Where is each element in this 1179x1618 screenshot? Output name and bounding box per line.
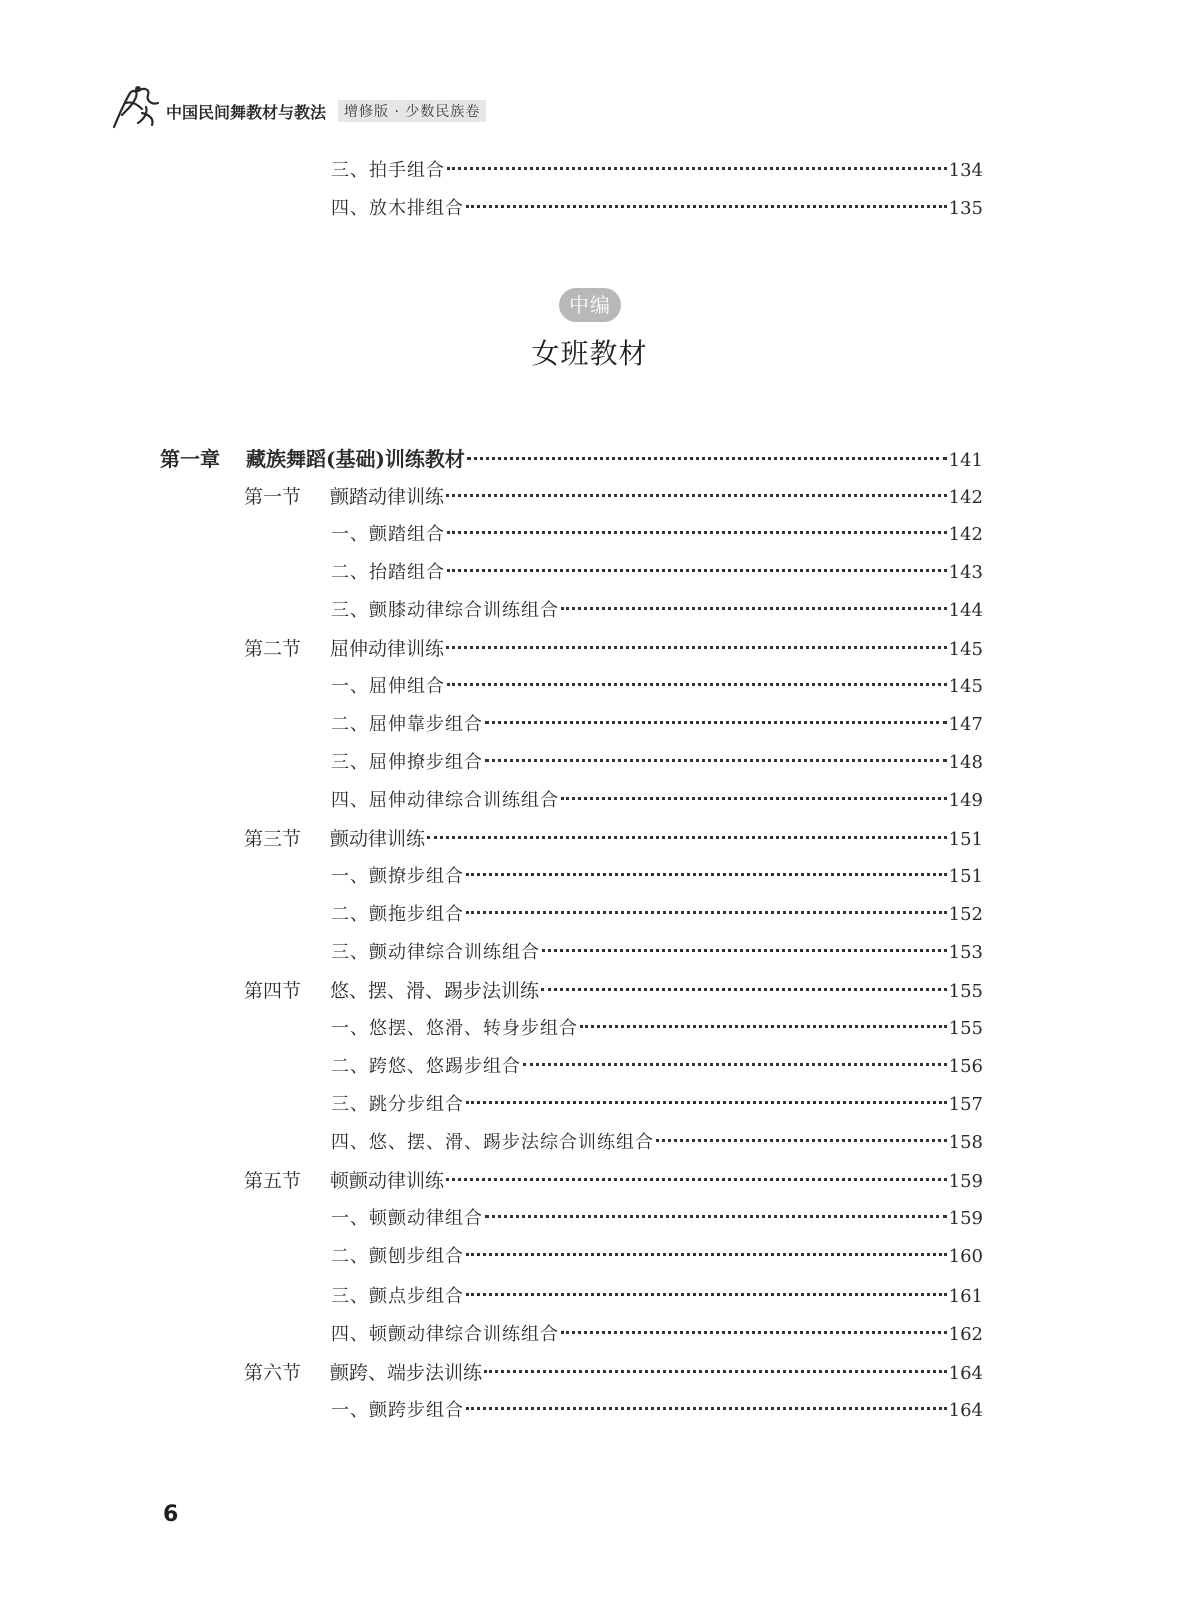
page-number: 6: [163, 1502, 179, 1527]
toc-section-label: [244, 634, 444, 664]
toc-item-label: 三、颤膝动律综合训练组合: [331, 600, 559, 621]
toc-section[interactable]: [244, 824, 983, 854]
section-title: 悠、摆、滑、踢步法训练: [330, 980, 540, 1002]
toc-item-label: 二、屈伸靠步组合: [331, 714, 483, 735]
leader-dots: [656, 1139, 947, 1142]
toc-item-label: 一、屈伸组合: [331, 676, 445, 697]
toc-page-number: 135: [948, 198, 983, 219]
toc-page-number: 145: [948, 676, 983, 697]
toc-item[interactable]: [331, 748, 983, 778]
toc-item[interactable]: [331, 194, 983, 224]
toc-section[interactable]: [244, 976, 983, 1006]
leader-dots: [523, 1063, 947, 1066]
toc-page-number: 145: [948, 639, 983, 660]
toc-section[interactable]: [244, 1166, 983, 1196]
leader-dots: [427, 836, 947, 839]
leader-dots: [485, 721, 947, 724]
leader-dots: [466, 1101, 947, 1104]
section-title: 颤动律训练: [330, 828, 426, 850]
section-title: 颤跨、端步法训练: [330, 1362, 483, 1384]
leader-dots: [467, 457, 947, 460]
leader-dots: [447, 683, 947, 686]
leader-dots: [561, 1331, 947, 1334]
section-title: 屈伸动律训练: [330, 638, 445, 660]
toc-item[interactable]: [331, 786, 983, 816]
toc-page-number: 160: [948, 1246, 983, 1267]
toc-item-label: 二、颤拖步组合: [331, 904, 464, 925]
toc-page-number: 157: [948, 1094, 983, 1115]
toc-item[interactable]: [331, 558, 983, 588]
leader-dots: [561, 797, 947, 800]
toc-item[interactable]: [331, 900, 983, 930]
section-number: 第五节: [244, 1170, 302, 1192]
toc-item[interactable]: [331, 156, 983, 186]
toc-section-label: [244, 482, 444, 512]
toc-item[interactable]: [331, 1282, 983, 1312]
leader-dots: [485, 759, 947, 762]
toc-page-number: 149: [948, 790, 983, 811]
toc-page-number: 161: [948, 1286, 983, 1307]
toc-item-label: 三、拍手组合: [331, 160, 445, 181]
leader-dots: [485, 1215, 947, 1218]
section-number: 第二节: [244, 638, 302, 660]
toc-page-number: 151: [948, 829, 983, 850]
leader-dots: [447, 569, 947, 572]
toc-item-label: 一、颤撩步组合: [331, 866, 464, 887]
toc-item-label: 三、屈伸撩步组合: [331, 752, 483, 773]
leader-dots: [466, 1293, 947, 1296]
dancer-logo-icon: [108, 83, 164, 133]
toc-page-number: 151: [948, 866, 983, 887]
toc-item[interactable]: [331, 1242, 983, 1272]
toc-item[interactable]: [331, 672, 983, 702]
part-badge: 中编: [559, 288, 621, 322]
toc-page-number: 155: [948, 981, 983, 1002]
toc-item[interactable]: [331, 862, 983, 892]
book-title: 中国民间舞教材与教法: [166, 102, 327, 122]
toc-page-number: 156: [948, 1056, 983, 1077]
toc-item-label: 一、顿颤动律组合: [331, 1208, 483, 1229]
toc-item[interactable]: [331, 520, 983, 550]
toc-item-label: 二、跨悠、悠踢步组合: [331, 1056, 521, 1077]
toc-page-number: 152: [948, 904, 983, 925]
toc-item-label: 二、抬踏组合: [331, 562, 445, 583]
toc-page-number: 153: [948, 942, 983, 963]
toc-item-label: 四、屈伸动律综合训练组合: [331, 790, 559, 811]
toc-item[interactable]: [331, 710, 983, 740]
toc-section-label: [244, 824, 425, 854]
toc-section-label: [244, 1358, 482, 1388]
toc-page-number: 147: [948, 714, 983, 735]
toc-page-number: 155: [948, 1018, 983, 1039]
toc-page-number: 143: [948, 562, 983, 583]
toc-item-label: 四、放木排组合: [331, 198, 464, 219]
section-title: 颤踏动律训练: [330, 486, 445, 508]
toc-item-label: 三、跳分步组合: [331, 1094, 464, 1115]
leader-dots: [466, 873, 947, 876]
toc-page-number: 142: [948, 524, 983, 545]
toc-item-label: 一、悠摆、悠滑、转身步组合: [331, 1018, 578, 1039]
toc-item[interactable]: [331, 1090, 983, 1120]
toc-chapter-label: [160, 444, 465, 474]
leader-dots: [447, 531, 947, 534]
leader-dots: [541, 988, 947, 991]
toc-item-label: 二、颤刨步组合: [331, 1246, 464, 1267]
leader-dots: [561, 607, 947, 610]
leader-dots: [466, 205, 947, 208]
toc-page-number: 148: [948, 752, 983, 773]
toc-item[interactable]: [331, 1320, 983, 1350]
leader-dots: [446, 1178, 947, 1181]
part-title: 女班教材: [531, 337, 648, 370]
toc-section[interactable]: [244, 1358, 983, 1388]
toc-item[interactable]: [331, 1052, 983, 1082]
toc-section-label: [244, 976, 539, 1006]
toc-item-label: 四、顿颤动律综合训练组合: [331, 1324, 559, 1345]
toc-section[interactable]: [244, 482, 983, 512]
section-title: 顿颤动律训练: [330, 1170, 445, 1192]
toc-item-label: 四、悠、摆、滑、踢步法综合训练组合: [331, 1132, 654, 1153]
leader-dots: [446, 494, 947, 497]
leader-dots: [466, 1407, 947, 1410]
toc-item[interactable]: [331, 1396, 983, 1426]
toc-item[interactable]: [331, 596, 983, 626]
leader-dots: [580, 1025, 947, 1028]
leader-dots: [466, 1253, 947, 1256]
toc-page-number: 164: [948, 1363, 983, 1384]
running-header: [108, 86, 486, 130]
toc-page-number: 144: [948, 600, 983, 621]
toc-item[interactable]: [331, 938, 983, 968]
toc-page-number: 158: [948, 1132, 983, 1153]
leader-dots: [542, 949, 947, 952]
toc-chapter[interactable]: [160, 444, 983, 474]
toc-page-number: 162: [948, 1324, 983, 1345]
toc-item-label: 一、颤踏组合: [331, 524, 445, 545]
section-number: 第六节: [244, 1362, 302, 1384]
toc-page-number: 141: [948, 450, 983, 471]
toc-item[interactable]: [331, 1014, 983, 1044]
section-number: 第四节: [244, 980, 302, 1002]
toc-item[interactable]: [331, 1128, 983, 1158]
leader-dots: [447, 167, 947, 170]
section-number: 第三节: [244, 828, 302, 850]
toc-page-number: 159: [948, 1171, 983, 1192]
toc-page-number: 134: [948, 160, 983, 181]
toc-page-number: 159: [948, 1208, 983, 1229]
toc-item-label: 一、颤跨步组合: [331, 1400, 464, 1421]
toc-section[interactable]: [244, 634, 983, 664]
chapter-title: 藏族舞蹈(基础)训练教材: [246, 447, 465, 471]
toc-section-label: [244, 1166, 444, 1196]
leader-dots: [466, 911, 947, 914]
toc-item-label: 三、颤动律综合训练组合: [331, 942, 540, 963]
toc-page-number: 164: [948, 1400, 983, 1421]
edition-tag: 增修版 · 少数民族卷: [338, 100, 486, 122]
toc-item[interactable]: [331, 1204, 983, 1234]
leader-dots: [484, 1370, 947, 1373]
leader-dots: [446, 646, 947, 649]
chapter-number: 第一章: [160, 447, 220, 471]
toc-page-number: 142: [948, 487, 983, 508]
toc-item-label: 三、颤点步组合: [331, 1286, 464, 1307]
section-number: 第一节: [244, 486, 302, 508]
